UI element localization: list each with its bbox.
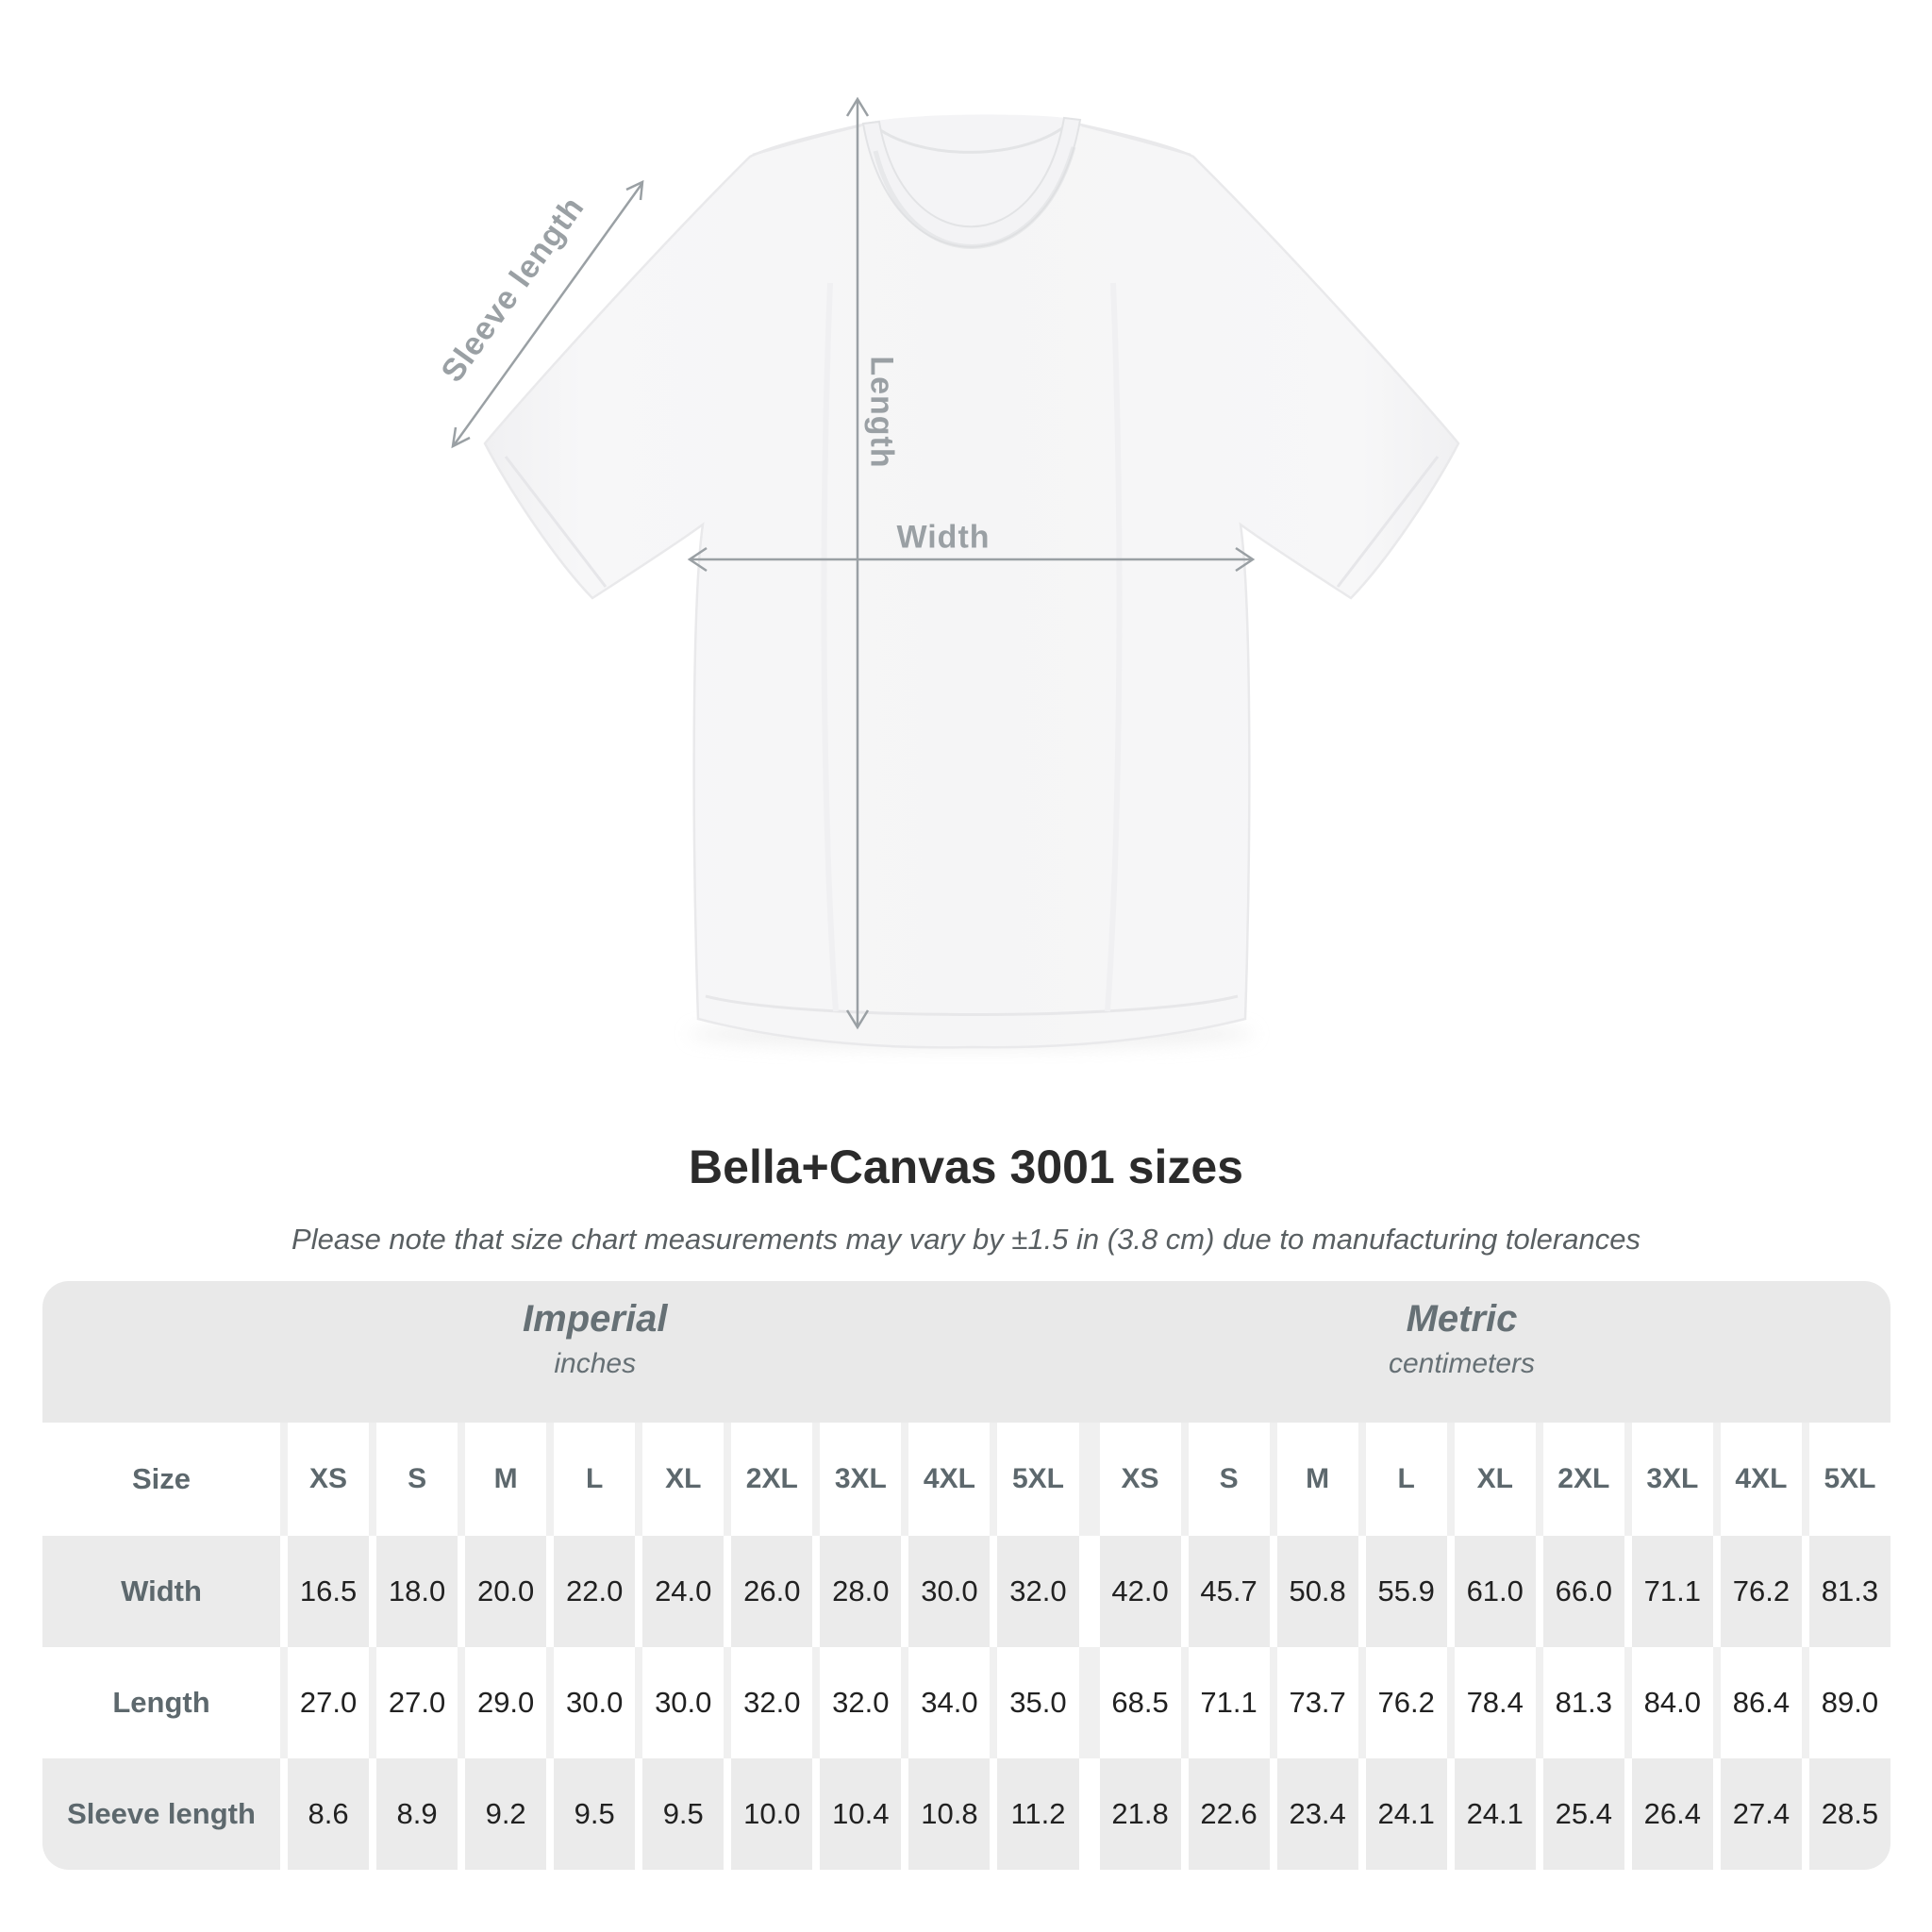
value-cell: 84.0 — [1632, 1647, 1713, 1758]
value-cell: 21.8 — [1100, 1758, 1181, 1870]
length-row — [42, 1647, 1890, 1758]
value-cell: 76.2 — [1366, 1647, 1447, 1758]
value-cell: 55.9 — [1366, 1536, 1447, 1647]
value-cell: 66.0 — [1543, 1536, 1624, 1647]
value-cell: 27.0 — [376, 1647, 458, 1758]
value-cell: 24.0 — [642, 1536, 724, 1647]
metric-label: Metric — [1406, 1298, 1518, 1340]
value-cell: 35.0 — [997, 1647, 1078, 1758]
value-cell: 25.4 — [1543, 1758, 1624, 1870]
value-cell: 86.4 — [1721, 1647, 1802, 1758]
length-label: Length — [863, 356, 900, 469]
page-title: Bella+Canvas 3001 sizes — [689, 1141, 1243, 1193]
group-divider — [1087, 1423, 1092, 1536]
value-cell: 32.0 — [820, 1647, 901, 1758]
value-cell: 32.0 — [997, 1536, 1078, 1647]
value-cell: 61.0 — [1455, 1536, 1536, 1647]
value-cell: 42.0 — [1100, 1536, 1181, 1647]
value-cell: 81.3 — [1809, 1536, 1890, 1647]
group-divider — [1087, 1536, 1092, 1647]
size-header-metric: 5XL — [1809, 1423, 1890, 1536]
value-cell: 26.4 — [1632, 1758, 1713, 1870]
value-cell: 20.0 — [465, 1536, 546, 1647]
value-cell: 45.7 — [1189, 1536, 1270, 1647]
value-cell: 30.0 — [642, 1647, 724, 1758]
value-cell: 24.1 — [1366, 1758, 1447, 1870]
value-cell: 24.1 — [1455, 1758, 1536, 1870]
value-cell: 27.0 — [288, 1647, 369, 1758]
value-cell: 50.8 — [1277, 1536, 1358, 1647]
value-cell: 27.4 — [1721, 1758, 1802, 1870]
value-cell: 9.2 — [465, 1758, 546, 1870]
size-header-metric: 4XL — [1721, 1423, 1802, 1536]
metric-unit-label: centimeters — [1388, 1348, 1536, 1379]
value-cell: 18.0 — [376, 1536, 458, 1647]
value-cell: 23.4 — [1277, 1758, 1358, 1870]
value-cell: 71.1 — [1189, 1647, 1270, 1758]
width-row — [42, 1536, 1890, 1647]
value-cell: 89.0 — [1809, 1647, 1890, 1758]
value-cell: 9.5 — [554, 1758, 635, 1870]
value-cell: 8.9 — [376, 1758, 458, 1870]
tshirt-body — [485, 117, 1458, 1048]
value-cell: 76.2 — [1721, 1536, 1802, 1647]
value-cell: 10.0 — [731, 1758, 812, 1870]
imperial-unit-label: inches — [554, 1348, 637, 1379]
value-cell: 8.6 — [288, 1758, 369, 1870]
size-header-imperial: M — [465, 1423, 546, 1536]
value-cell: 29.0 — [465, 1647, 546, 1758]
value-cell: 30.0 — [908, 1536, 990, 1647]
row-label: Length — [42, 1647, 280, 1758]
row-label: Sleeve length — [42, 1758, 280, 1870]
group-divider — [1087, 1647, 1092, 1758]
size-header-metric: XL — [1455, 1423, 1536, 1536]
imperial-group-header — [523, 1281, 667, 1423]
size-header-imperial: XL — [642, 1423, 724, 1536]
tolerance-note: Please note that size chart measurements may vary by ±1.5 in (3.8 cm) due to manufacturing tolerances — [291, 1223, 1641, 1256]
size-header-row — [42, 1423, 1890, 1536]
sleeve-length-label: Sleeve length — [434, 190, 591, 390]
value-cell: 28.5 — [1809, 1758, 1890, 1870]
size-header-imperial: XS — [288, 1423, 369, 1536]
value-cell: 11.2 — [997, 1758, 1078, 1870]
size-header-imperial: 4XL — [908, 1423, 990, 1536]
size-header-metric: M — [1277, 1423, 1358, 1536]
row-label: Width — [42, 1536, 280, 1647]
size-header-imperial: 3XL — [820, 1423, 901, 1536]
value-cell: 73.7 — [1277, 1647, 1358, 1758]
size-header-imperial: 5XL — [997, 1423, 1078, 1536]
value-cell: 68.5 — [1100, 1647, 1181, 1758]
value-cell: 81.3 — [1543, 1647, 1624, 1758]
size-header-metric: XS — [1100, 1423, 1181, 1536]
value-cell: 26.0 — [731, 1536, 812, 1647]
size-column-header: Size — [42, 1423, 280, 1536]
value-cell: 32.0 — [731, 1647, 812, 1758]
size-header-metric: 3XL — [1632, 1423, 1713, 1536]
value-cell: 28.0 — [820, 1536, 901, 1647]
value-cell: 22.6 — [1189, 1758, 1270, 1870]
size-header-imperial: 2XL — [731, 1423, 812, 1536]
value-cell: 22.0 — [554, 1536, 635, 1647]
value-cell: 10.8 — [908, 1758, 990, 1870]
metric-group-header — [1389, 1281, 1535, 1423]
group-divider — [1087, 1758, 1092, 1870]
size-header-metric: L — [1366, 1423, 1447, 1536]
value-cell: 71.1 — [1632, 1536, 1713, 1647]
size-header-imperial: L — [554, 1423, 635, 1536]
size-header-imperial: S — [376, 1423, 458, 1536]
value-cell: 10.4 — [820, 1758, 901, 1870]
imperial-label: Imperial — [523, 1298, 668, 1340]
width-label: Width — [896, 519, 991, 556]
value-cell: 9.5 — [642, 1758, 724, 1870]
sleeve-length-row — [42, 1758, 1890, 1870]
value-cell: 34.0 — [908, 1647, 990, 1758]
size-table — [42, 1281, 1890, 1870]
value-cell: 30.0 — [554, 1647, 635, 1758]
size-header-metric: S — [1189, 1423, 1270, 1536]
units-band — [42, 1281, 1890, 1423]
value-cell: 16.5 — [288, 1536, 369, 1647]
size-header-metric: 2XL — [1543, 1423, 1624, 1536]
value-cell: 78.4 — [1455, 1647, 1536, 1758]
